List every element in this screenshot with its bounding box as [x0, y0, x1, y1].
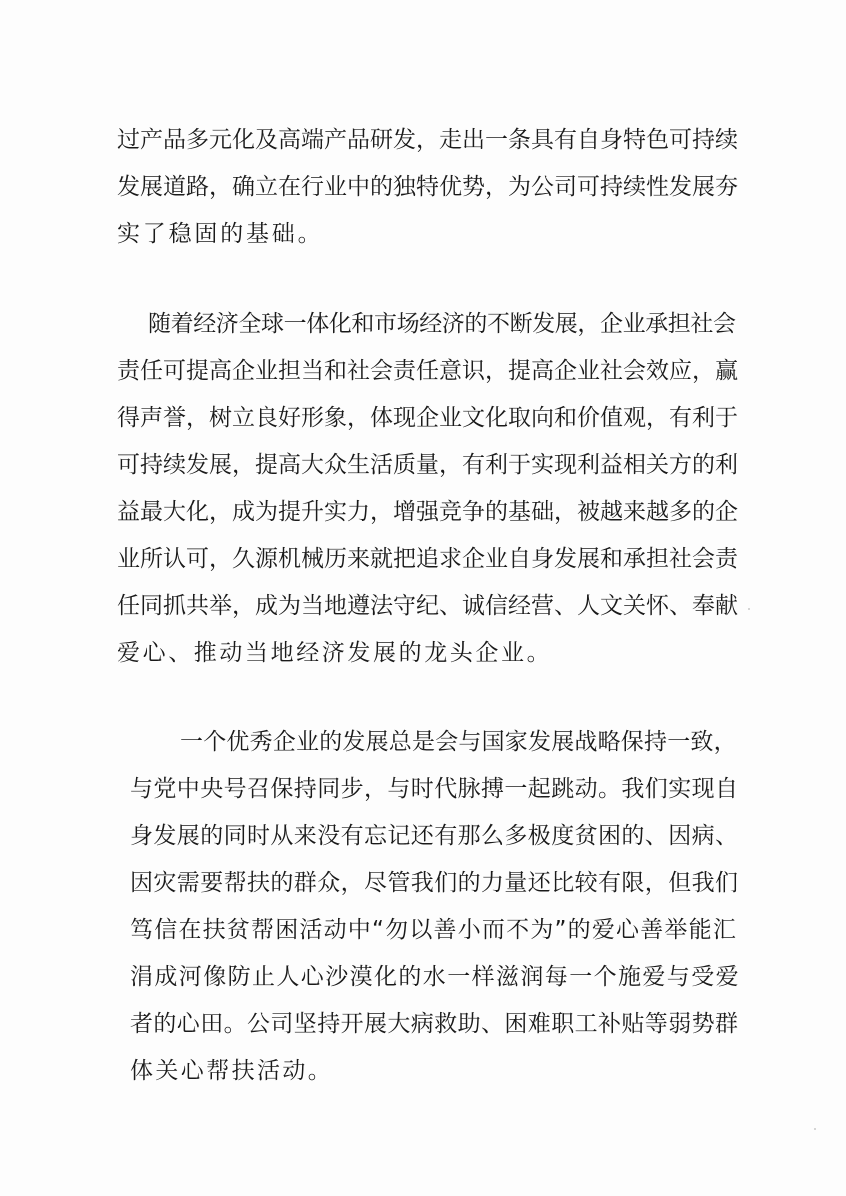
- paragraph-1-line-1: 过产品多元化及高端产品研发，走出一条具有自身特色可持续: [117, 127, 738, 153]
- paragraph-1-line-3: 实了稳固的基础。: [117, 221, 324, 247]
- paragraph-3-line-1: 一个优秀企业的发展总是会与国家发展战略保持一致，: [180, 729, 737, 755]
- paragraph-1-line-2: 发展道路，确立在行业中的独特优势，为公司可持续性发展夯: [117, 174, 738, 200]
- paragraph-2-line-5: 益最大化，成为提升实力，增强竞争的基础，被越来越多的企: [117, 499, 738, 525]
- scan-speck: [814, 1128, 816, 1130]
- paragraph-3-line-6: 涓成河像防止人心沙漠化的水一样滋润每一个施爱与受爱: [130, 964, 740, 990]
- paragraph-2-line-2: 责任可提高企业担当和社会责任意识，提高企业社会效应，赢: [117, 358, 738, 384]
- paragraph-2-line-7: 任同抓共举，成为当地遵法守纪、诚信经营、人文关怀、奉献: [117, 593, 738, 619]
- paragraph-2-line-6: 业所认可，久源机械历来就把追求企业自身发展和承担社会责: [117, 546, 738, 572]
- paragraph-2-line-3: 得声誉，树立良好形象，体现企业文化取向和价值观，有利于: [117, 405, 738, 431]
- paragraph-2-line-8: 爱心、推动当地经济发展的龙头企业。: [117, 640, 553, 666]
- paragraph-2-line-1: 随着经济全球一体化和市场经济的不断发展，企业承担社会: [148, 311, 736, 337]
- paragraph-3-line-4: 因灾需要帮扶的群众，尽管我们的力量还比较有限，但我们: [130, 870, 739, 896]
- paragraph-3-line-7: 者的心田。公司坚持开展大病救助、困难职工补贴等弱势群: [130, 1011, 739, 1037]
- paragraph-3-line-5: 笃信在扶贫帮困活动中“勿以善小而不为”的爱心善举能汇: [130, 917, 738, 943]
- scan-speck: [748, 608, 750, 610]
- paragraph-3-line-2: 与党中央号召保持同步，与时代脉搏一起跳动。我们实现自: [130, 776, 739, 802]
- paragraph-3-line-3: 身发展的同时从来没有忘记还有那么多极度贫困的、因病、: [130, 823, 739, 849]
- paragraph-3-line-8: 体关心帮扶活动。: [130, 1058, 334, 1084]
- paragraph-2-line-4: 可持续发展，提高大众生活质量，有利于实现利益相关方的利: [117, 452, 738, 478]
